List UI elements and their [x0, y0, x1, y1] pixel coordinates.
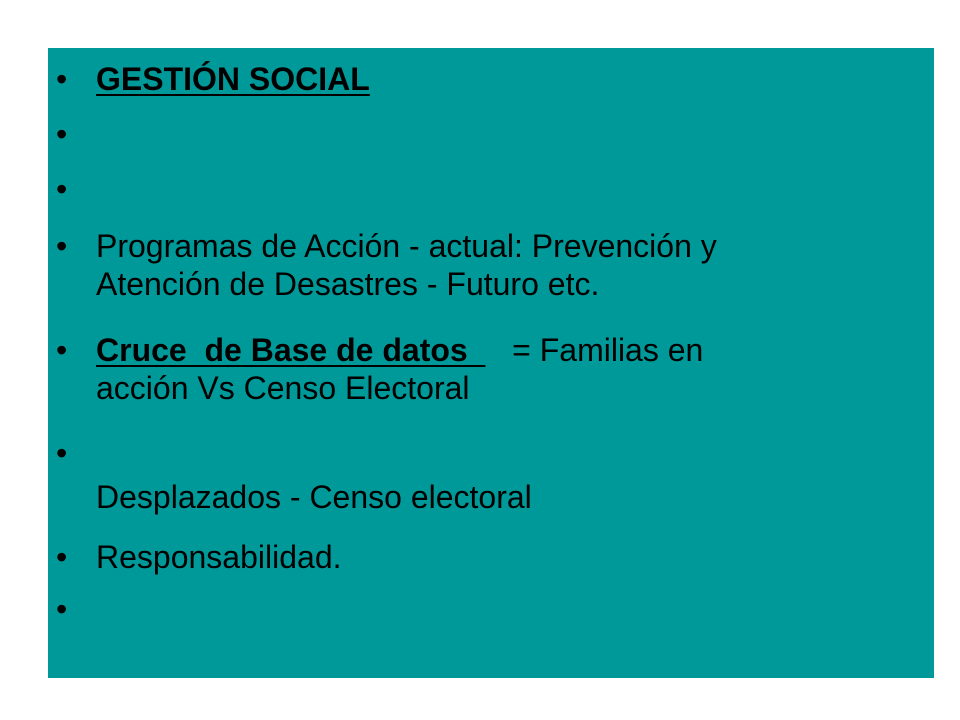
- bullet-dot-icon: •: [56, 171, 68, 207]
- bullet-dot-icon: •: [56, 539, 68, 575]
- bullet-dot-icon: •: [56, 116, 68, 152]
- bullet-dot-icon: •: [56, 61, 68, 97]
- bullet-text: Desplazados - Censo electoral: [96, 479, 532, 515]
- bullet-line: acción Vs Censo Electoral: [96, 370, 470, 406]
- slide-title: GESTIÓN SOCIAL: [96, 61, 370, 97]
- bullet-line: Atención de Desastres - Futuro etc.: [96, 266, 600, 302]
- content-panel: [48, 48, 934, 678]
- bullet-dot-icon: •: [56, 435, 68, 471]
- bullet-dot-icon: •: [56, 228, 68, 264]
- underlined-phrase: Cruce de Base de datos: [96, 332, 486, 368]
- bullet-text: Responsabilidad.: [96, 539, 342, 575]
- bullet-dot-icon: •: [56, 591, 68, 627]
- bullet-line: Programas de Acción - actual: Prevención y: [96, 228, 717, 264]
- bullet-text: [96, 227, 926, 303]
- bullet-text: [96, 331, 926, 407]
- bullet-dot-icon: •: [56, 332, 68, 368]
- bullet-line-rest: = Familias en: [485, 332, 704, 368]
